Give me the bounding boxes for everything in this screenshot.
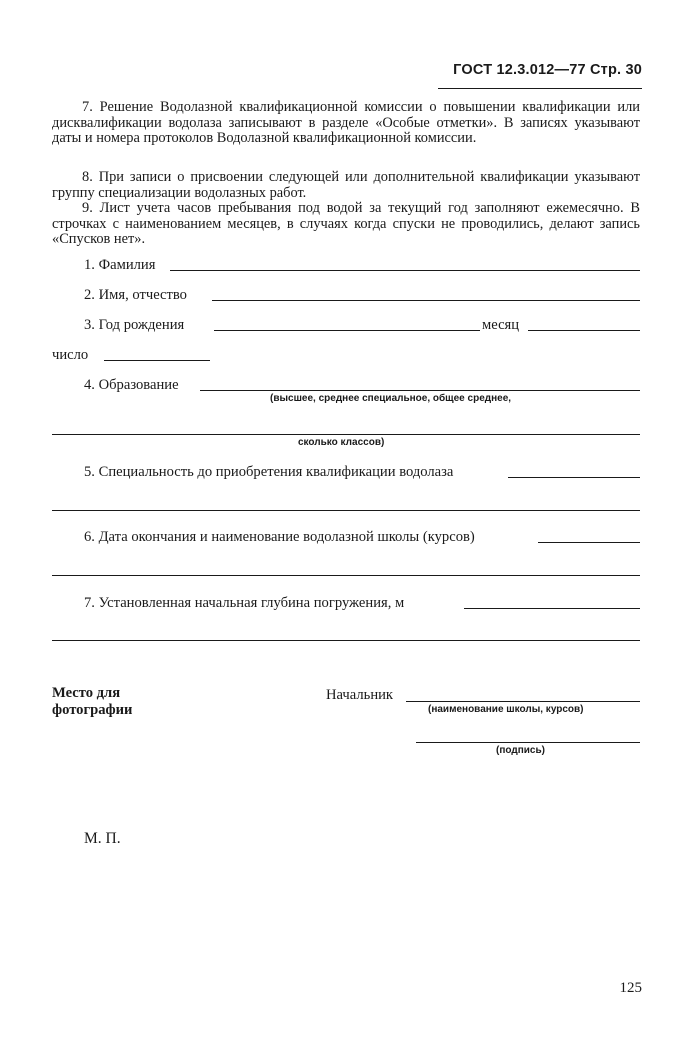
birth-year-field[interactable]	[214, 330, 480, 331]
month-field[interactable]	[528, 330, 640, 331]
photo-place-label-1: Место для	[52, 685, 121, 701]
signature-hint: (подпись)	[496, 745, 545, 756]
month-label: месяц	[482, 317, 520, 333]
education-field[interactable]	[200, 390, 640, 391]
school-name-field[interactable]	[406, 701, 640, 702]
photo-place-label-2: фотографии	[52, 702, 133, 718]
education-hint-1: (высшее, среднее специальное, общее среднее,	[270, 393, 512, 404]
signature-field[interactable]	[416, 742, 640, 743]
paragraph-7	[52, 100, 640, 147]
education-hint-2: сколько классов)	[298, 437, 385, 448]
specialty-field-2[interactable]	[52, 510, 640, 511]
depth-field[interactable]	[464, 608, 640, 609]
paragraph-8-text: 8. При записи о присвоении следующей или дополнительной квалификации указывают группу специализации водолазных работ.	[52, 169, 640, 201]
header-rule	[438, 88, 642, 89]
stamp-label: М. П.	[84, 830, 121, 847]
education-label: 4. Образование	[84, 377, 179, 393]
specialty-label: 5. Специальность до приобретения квалификации водолаза	[84, 464, 454, 480]
specialty-field[interactable]	[508, 477, 640, 478]
page-header: ГОСТ 12.3.012—77 Стр. 30	[453, 62, 642, 78]
day-field[interactable]	[104, 360, 210, 361]
paragraph-9	[52, 201, 640, 248]
depth-field-2[interactable]	[52, 640, 640, 641]
school-field-2[interactable]	[52, 575, 640, 576]
head-label: Начальник	[326, 687, 394, 703]
school-name-hint: (наименование школы, курсов)	[428, 704, 584, 715]
paragraph-7-text: 7. Решение Водолазной квалификационной комиссии о повышении квалификации или дисквалификации водолаза записывают в разделе «Особые отметки». В записях указывают даты и номера протоколов Водолазной квалификационной комиссии.	[52, 99, 640, 146]
paragraph-8	[52, 170, 640, 201]
school-label: 6. Дата окончания и наименование водолазной школы (курсов)	[84, 529, 475, 545]
education-field-2[interactable]	[52, 434, 640, 435]
surname-field[interactable]	[170, 270, 640, 271]
page-number: 125	[619, 980, 642, 996]
name-field[interactable]	[212, 300, 640, 301]
paragraph-9-text: 9. Лист учета часов пребывания под водой за текущий год заполняют ежемесячно. В строчках с наименованием месяцев, в случаях когда спуски не проводились, делают запись «Спусков нет».	[52, 200, 640, 247]
birth-year-label: 3. Год рождения	[84, 317, 185, 333]
depth-label: 7. Установленная начальная глубина погружения, м	[84, 595, 405, 611]
school-field[interactable]	[538, 542, 640, 543]
day-label: число	[52, 347, 89, 363]
name-label: 2. Имя, отчество	[84, 287, 187, 303]
surname-label: 1. Фамилия	[84, 257, 156, 273]
